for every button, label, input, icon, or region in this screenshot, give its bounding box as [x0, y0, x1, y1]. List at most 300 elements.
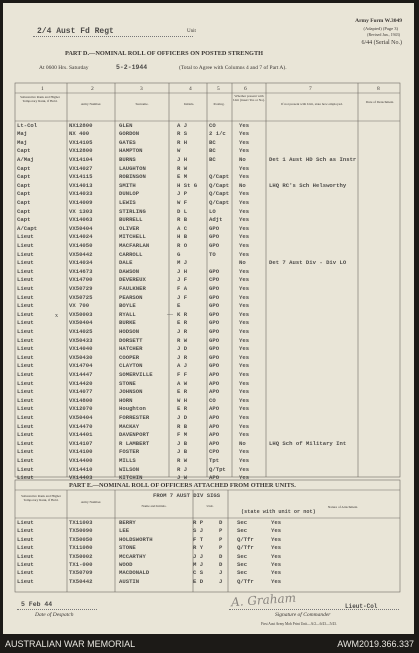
- cell-present: Yes: [239, 310, 250, 318]
- cell-name: JOHNSON: [119, 388, 143, 396]
- table-row: [15, 397, 395, 405]
- cell-post: APO: [209, 422, 220, 430]
- cell-init: H B: [177, 233, 188, 241]
- table-row: [15, 182, 395, 190]
- cell-present: Yes: [239, 233, 250, 241]
- cell-name: STIRLING: [119, 207, 146, 215]
- cell-present: Yes: [239, 293, 250, 301]
- cell-rank: Lieut: [17, 284, 34, 292]
- cell-present: Yes: [239, 250, 250, 258]
- cell-num: NX 400: [69, 130, 90, 138]
- cell-init: A W: [177, 379, 188, 387]
- cell-rank: Lieut: [17, 396, 34, 404]
- attached-row: [15, 519, 395, 527]
- cell-present: Yes: [239, 121, 250, 129]
- cell-name: STONE: [119, 379, 136, 387]
- cell-init: A J: [177, 121, 188, 129]
- cell-num: VX14115: [69, 173, 93, 181]
- cell-name: BURNS: [119, 155, 136, 163]
- header-army-number: Army Number.: [80, 102, 102, 106]
- table-row: [15, 130, 395, 138]
- cell-post: TO: [209, 250, 216, 258]
- signer-rank: Lieut-Col: [345, 603, 378, 610]
- cell-present: Yes: [239, 431, 250, 439]
- cell-rank: Lieut: [17, 370, 34, 378]
- part-e-column-note: (state with unit or not): [241, 509, 316, 515]
- cell-num: VX14107: [69, 439, 93, 447]
- cell-name: OLIVER: [119, 224, 140, 232]
- cell-name: GLEN: [119, 121, 133, 129]
- cell-post: CPO: [209, 276, 220, 284]
- cell-present: Yes: [239, 336, 250, 344]
- cell-name: Houghton: [119, 405, 146, 413]
- cell-name: HATCHER: [119, 345, 143, 353]
- cell-num: TX11080: [69, 544, 93, 552]
- cell-name: MILLS: [119, 456, 136, 464]
- cell-name: CLAYTON: [119, 362, 143, 370]
- cell-present: Yes: [239, 327, 250, 335]
- table-row: [15, 139, 395, 147]
- cell-how: LHQ RC's Sch Helsworthy: [269, 181, 347, 189]
- cell-present: Yes: [239, 267, 250, 275]
- cell-num: VX50433: [69, 336, 93, 344]
- cell-rank: Capt: [17, 198, 31, 206]
- cell-post: Q/Capt: [209, 190, 230, 198]
- cell-post: GPO: [209, 345, 220, 353]
- roll-time: At 0600 Hrs. Saturday: [39, 65, 89, 71]
- cell-name: DAWSON: [119, 267, 140, 275]
- cell-init: E D: [193, 577, 204, 585]
- cell-present: Yes: [239, 147, 250, 155]
- cell-post: APO: [209, 388, 220, 396]
- cell-present: Yes: [239, 465, 250, 473]
- cell-post: CO: [209, 121, 216, 129]
- cell-init: J H: [177, 155, 188, 163]
- cell-unit: D: [219, 552, 223, 560]
- cell-name: BOYLE: [119, 302, 136, 310]
- cell-init: W H: [177, 396, 188, 404]
- part-e-header-rank: Substantive Rank and Higher Temporary Rank, if Held.: [21, 494, 61, 502]
- cell-name: DAVENPORT: [119, 431, 150, 439]
- cell-att: Yes: [271, 569, 282, 577]
- form-revised: (Revised Jan., 1943): [367, 32, 400, 37]
- col-number: 2: [91, 86, 94, 92]
- cell-post: APO: [209, 413, 220, 421]
- cell-att: Yes: [271, 519, 282, 526]
- cell-att: Yes: [271, 535, 282, 543]
- cell-present: Yes: [239, 456, 250, 464]
- cell-rank: Lieut: [17, 561, 34, 568]
- cell-rank: Lieut: [17, 267, 34, 275]
- cell-init: W: [177, 147, 181, 155]
- cell-num: VX14401: [69, 431, 93, 439]
- cell-name: AUSTIN: [119, 577, 140, 585]
- attached-row: [15, 569, 395, 577]
- table-row: [15, 165, 395, 173]
- cell-rank: Lieut: [17, 465, 34, 473]
- cell-init: J F: [177, 276, 188, 284]
- cell-num: VX50404: [69, 319, 93, 327]
- cell-num: VX14420: [69, 379, 93, 387]
- part-e-subheader: FROM 7 AUST DIV SIGS: [153, 492, 221, 499]
- table-row: [15, 362, 395, 370]
- cell-present: Yes: [239, 241, 250, 249]
- col-number: 1: [41, 86, 44, 92]
- cell-init: J W: [177, 474, 188, 482]
- cell-init: J R: [177, 353, 188, 361]
- cell-num: VX50404: [69, 413, 93, 421]
- cell-name: FORRESTER: [119, 413, 150, 421]
- col-number: 4: [189, 86, 192, 92]
- header-initials: Initials.: [183, 102, 195, 106]
- cell-init: F A: [177, 284, 188, 292]
- cell-init: J D: [177, 413, 188, 421]
- cell-name: MACDONALD: [119, 569, 150, 577]
- cell-init: R W: [177, 456, 188, 464]
- part-d-title: PART D.—NOMINAL ROLL OF OFFICERS ON POSTED STRENGTH: [65, 50, 264, 57]
- cell-rank: Lieut: [17, 577, 34, 585]
- table-row: [15, 268, 395, 276]
- cell-post: APO: [209, 379, 220, 387]
- cell-rank: Lt-Col: [17, 121, 38, 129]
- table-row: [15, 423, 395, 431]
- table-row: [15, 328, 395, 336]
- table-row: [15, 440, 395, 448]
- cell-rank: Lieut: [17, 327, 34, 335]
- cell-post: GPO: [209, 233, 220, 241]
- unit-label: Unit: [187, 29, 196, 34]
- cell-name: R LAMBERT: [119, 439, 150, 447]
- attached-row: [15, 527, 395, 535]
- cell-rank: Maj: [17, 130, 28, 138]
- part-e-header-unit: Unit.: [206, 504, 214, 508]
- cell-rank: Lieut: [17, 302, 34, 310]
- cell-name: DORSETT: [119, 336, 143, 344]
- table-row: [15, 474, 395, 482]
- cell-rank: A/Maj: [17, 155, 34, 163]
- margin-mark: x: [55, 313, 58, 319]
- cell-num: VX14013: [69, 181, 93, 189]
- col-number: 6: [244, 86, 247, 92]
- table-row: [15, 199, 395, 207]
- margin-mark: —: [167, 312, 173, 318]
- cell-rank: Lieut: [17, 569, 34, 577]
- table-row: [15, 371, 395, 379]
- cell-post: BC: [209, 155, 216, 163]
- cell-name: RYALL: [119, 310, 136, 318]
- cell-present: Yes: [239, 396, 250, 404]
- col-number: 8: [377, 86, 380, 92]
- cell-num: VX12800: [69, 147, 93, 155]
- cell-unit: P: [219, 527, 223, 535]
- cell-post: BC: [209, 138, 216, 146]
- cell-name: HAMPTON: [119, 147, 143, 155]
- attached-row: [15, 536, 395, 544]
- header-posting: Posting.: [213, 102, 225, 106]
- cell-present: Yes: [239, 130, 250, 138]
- cell-post: GPO: [209, 336, 220, 344]
- signature-underline: [229, 609, 399, 610]
- cell-rank: Lieut: [17, 379, 34, 387]
- table-row: [15, 276, 395, 284]
- cell-rank: Lieut: [17, 276, 34, 284]
- cell-rank: Lieut: [17, 474, 34, 482]
- table-row: [15, 225, 395, 233]
- cell-init: G: [177, 250, 181, 258]
- cell-rank: A/Capt: [17, 224, 38, 232]
- cell-rank: Lieut: [17, 519, 34, 526]
- cell-init: R J: [177, 465, 188, 473]
- table-row: [15, 337, 395, 345]
- cell-post: APO: [209, 474, 220, 482]
- cell-init: H St G: [177, 181, 198, 189]
- cell-present: Yes: [239, 198, 250, 206]
- roll-date: 5-2-1944: [116, 64, 148, 71]
- cell-present: Yes: [239, 173, 250, 181]
- attached-row: [15, 553, 395, 561]
- cell-present: Yes: [239, 164, 250, 172]
- cell-num: VX14470: [69, 422, 93, 430]
- signature-label: Signature of Commander: [275, 612, 331, 618]
- cell-post: CO: [209, 396, 216, 404]
- cell-present: Yes: [239, 474, 250, 482]
- cell-init: E R: [177, 405, 188, 413]
- cell-post: Q/Capt: [209, 173, 230, 181]
- cell-init: M J: [193, 561, 204, 568]
- cell-init: J B: [177, 448, 188, 456]
- cell-num: VX14104: [69, 155, 93, 163]
- cell-num: VX12070: [69, 405, 93, 413]
- cell-name: BURRELL: [119, 216, 143, 224]
- cell-init: J F: [177, 293, 188, 301]
- cell-unit: P: [219, 535, 223, 543]
- cell-rank: Lieut: [17, 319, 34, 327]
- cell-num: VX 1303: [69, 207, 93, 215]
- cell-init: S J: [193, 527, 204, 535]
- cell-name: BURKE: [119, 319, 136, 327]
- cell-post: GPO: [209, 310, 220, 318]
- cell-init: K R: [177, 310, 188, 318]
- cell-name: STONE: [119, 544, 136, 552]
- cell-post: GPO: [209, 302, 220, 310]
- part-e-header-number: Army Number.: [80, 500, 102, 504]
- archive-name: AUSTRALIAN WAR MEMORIAL: [5, 639, 136, 649]
- cell-name: PEARSON: [119, 293, 143, 301]
- table-row: [15, 380, 395, 388]
- table-row: [15, 173, 395, 181]
- cell-num: VX14025: [69, 327, 93, 335]
- table-row: [15, 147, 395, 155]
- cell-present: Sec: [237, 569, 248, 577]
- cell-post: Adjt: [209, 216, 223, 224]
- cell-present: Yes: [239, 138, 250, 146]
- cell-name: HOLDSWORTH: [119, 535, 153, 543]
- cell-rank: Capt: [17, 147, 31, 155]
- cell-init: W F: [177, 198, 188, 206]
- cell-post: APO: [209, 405, 220, 413]
- cell-init: R O: [177, 241, 188, 249]
- commander-signature: A. Graham: [230, 590, 297, 610]
- cell-present: Sec: [237, 561, 248, 568]
- cell-unit: J: [219, 577, 223, 585]
- cell-init: J R: [177, 327, 188, 335]
- cell-name: WILSON: [119, 465, 140, 473]
- cell-post: APO: [209, 370, 220, 378]
- cell-present: Yes: [239, 379, 250, 387]
- cell-att: Yes: [271, 527, 282, 535]
- cell-init: E R: [177, 388, 188, 396]
- cell-unit: J: [219, 569, 223, 577]
- cell-post: GPO: [209, 224, 220, 232]
- cell-num: TX50709: [69, 569, 93, 577]
- cell-num: TX50050: [69, 535, 93, 543]
- cell-num: TX50442: [69, 577, 93, 585]
- cell-present: No: [239, 155, 246, 163]
- part-e-title: PART E.—NOMINAL ROLL OF OFFICERS ATTACHED FROM OTHER UNITS.: [69, 482, 296, 489]
- cell-num: VX14400: [69, 456, 93, 464]
- cell-name: LAUGHTON: [119, 164, 146, 172]
- cell-present: Yes: [239, 353, 250, 361]
- cell-present: Yes: [239, 405, 250, 413]
- cell-num: VX14447: [69, 370, 93, 378]
- cell-num: VX14403: [69, 474, 93, 482]
- cell-num: VX14105: [69, 138, 93, 146]
- cell-present: Yes: [239, 388, 250, 396]
- table-row: [15, 405, 395, 413]
- table-row: [15, 233, 395, 241]
- cell-att: Yes: [271, 561, 282, 568]
- cell-name: HODSON: [119, 327, 140, 335]
- cell-name: LEE: [119, 527, 130, 535]
- cell-init: M J: [177, 259, 188, 267]
- cell-num: VX14410: [69, 465, 93, 473]
- cell-init: J H: [177, 267, 188, 275]
- attached-row: [15, 544, 395, 552]
- cell-post: GPO: [209, 327, 220, 335]
- cell-present: Yes: [239, 276, 250, 284]
- archive-reference: AWM2019.366.337: [337, 639, 414, 649]
- cell-rank: Lieut: [17, 527, 34, 535]
- cell-post: GPO: [209, 241, 220, 249]
- cell-name: HORN: [119, 396, 133, 404]
- cell-rank: Capt: [17, 173, 31, 181]
- table-row: [15, 388, 395, 396]
- attached-row: [15, 561, 395, 569]
- table-row: [15, 448, 395, 456]
- table-row: [15, 259, 395, 267]
- cell-present: Yes: [239, 302, 250, 310]
- cell-rank: Lieut: [17, 241, 34, 249]
- table-row: [15, 156, 395, 164]
- cell-init: F M: [177, 431, 188, 439]
- cell-att: Yes: [271, 577, 282, 585]
- cell-num: VX14800: [69, 396, 93, 404]
- cell-att: Yes: [271, 544, 282, 552]
- cell-name: LEWIS: [119, 198, 136, 206]
- cell-name: CARROLL: [119, 250, 143, 258]
- cell-post: GPO: [209, 319, 220, 327]
- cell-init: E R: [177, 319, 188, 327]
- cell-present: Yes: [239, 224, 250, 232]
- cell-post: GPO: [209, 267, 220, 275]
- cell-rank: Lieut: [17, 345, 34, 353]
- cell-init: J B: [177, 439, 188, 447]
- cell-present: No: [239, 259, 246, 267]
- cell-init: R W: [177, 164, 188, 172]
- cell-post: Q/Tpt: [209, 465, 226, 473]
- cell-unit: D: [219, 561, 223, 568]
- cell-post: Q/Capt: [209, 181, 230, 189]
- header-how-employed: If not present with Unit, state how employed.: [281, 102, 343, 106]
- cell-rank: Lieut: [17, 259, 34, 267]
- cell-num: VX14034: [69, 259, 93, 267]
- serial-number: 6/44 (Serial No.): [361, 40, 402, 46]
- cell-num: VX14050: [69, 241, 93, 249]
- despatch-underline: [17, 609, 97, 610]
- cell-rank: Lieut: [17, 448, 34, 456]
- cell-name: DUNLOP: [119, 190, 140, 198]
- cell-init: R B: [177, 422, 188, 430]
- table-row: [15, 216, 395, 224]
- form-number: Army Form W.3049: [355, 18, 402, 24]
- cell-rank: Capt: [17, 164, 31, 172]
- cell-init: F T: [193, 535, 204, 543]
- cell-num: VX14100: [69, 448, 93, 456]
- cell-num: VX50430: [69, 353, 93, 361]
- cell-num: VX14077: [69, 388, 93, 396]
- cell-present: Yes: [239, 370, 250, 378]
- table-row: [15, 285, 395, 293]
- cell-unit: P: [219, 544, 223, 552]
- cell-num: VX14704: [69, 362, 93, 370]
- cell-post: LO: [209, 207, 216, 215]
- cell-rank: Lieut: [17, 233, 34, 241]
- table-row: [15, 302, 395, 310]
- cell-present: Sec: [237, 527, 248, 535]
- cell-rank: Lieut: [17, 310, 34, 318]
- cell-rank: Lieut: [17, 552, 34, 560]
- cell-init: A C: [177, 224, 188, 232]
- cell-init: E: [177, 302, 181, 310]
- col-number: 5: [217, 86, 220, 92]
- cell-num: VX14009: [69, 198, 93, 206]
- form-sheet: [3, 3, 414, 634]
- cell-init: C S: [193, 569, 204, 577]
- cell-present: Yes: [239, 413, 250, 421]
- cell-name: COOPER: [119, 353, 140, 361]
- cell-rank: Lieut: [17, 388, 34, 396]
- cell-name: GORDON: [119, 130, 140, 138]
- header-present: Whether present with Unit (insert Yes or No).: [233, 94, 265, 102]
- cell-present: No: [239, 439, 246, 447]
- cell-name: DEVEREUX: [119, 276, 146, 284]
- cell-num: VX50442: [69, 250, 93, 258]
- form-adapted: (Adapted) (Page 3): [363, 26, 398, 31]
- cell-rank: Maj: [17, 138, 28, 146]
- col-number: 3: [140, 86, 143, 92]
- cell-name: SOMERVILLE: [119, 370, 153, 378]
- cell-name: FAULKNER: [119, 284, 146, 292]
- cell-present: Yes: [239, 345, 250, 353]
- cell-num: VX14024: [69, 233, 93, 241]
- cell-init: F F: [177, 370, 188, 378]
- cell-num: VX50003: [69, 310, 93, 318]
- cell-present: Yes: [239, 448, 250, 456]
- cell-how: Det 7 Aust Div - Div LO: [269, 259, 347, 267]
- table-row: [15, 122, 395, 130]
- cell-name: MITCHELL: [119, 233, 146, 241]
- cell-rank: Lieut: [17, 362, 34, 370]
